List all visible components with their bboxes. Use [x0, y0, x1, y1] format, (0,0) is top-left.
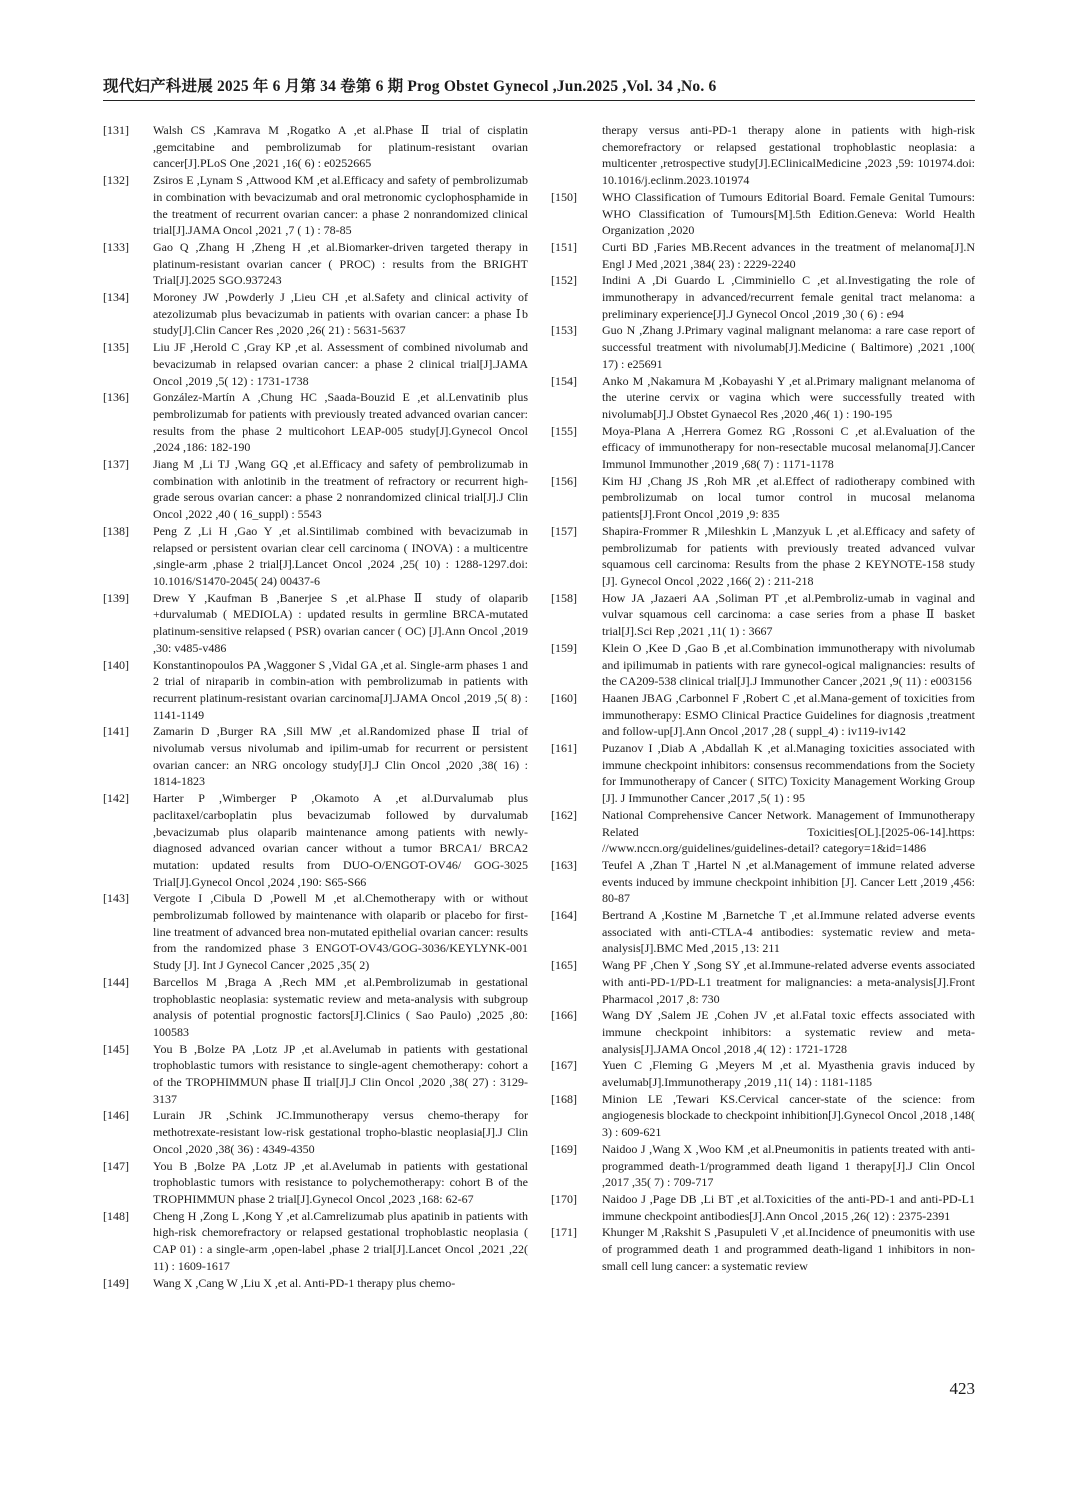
reference-text: Indini A ,Di Guardo L ,Cimminiello C ,et al.Investigating the role of immunotherapy in advanced/recurrent female genital tract melanoma: a preliminary experience[J].J Gynecol Oncol ,2019 ,30 ( 6) : e94	[602, 273, 975, 321]
reference-text: National Comprehensive Cancer Network. Management of Immunotherapy Related Toxicities[OL].[2025-06-14].https: //www.nccn.org/guidelines/guidelines-detail? category=1&id=1486	[602, 807, 975, 856]
reference-text: Cheng H ,Zong L ,Kong Y ,et al.Camrelizumab plus apatinib in patients with high-risk chemorefractory or relapsed gestational trophoblastic neoplasia ( CAP 01) : a single-arm ,open-label ,phase 2 trial[J].Lancet Oncol ,2021 ,22( 11) : 1609-1617	[153, 1208, 528, 1273]
reference-number: [169]	[551, 1141, 577, 1156]
reference-entry	[103, 339, 528, 389]
reference-text: Yuen C ,Fleming G ,Meyers M ,et al. Myasthenia gravis induced by avelumab[J].Immunotherapy ,2019 ,11( 14) : 1181-1185	[602, 1058, 975, 1090]
reference-number: [157]	[551, 523, 577, 538]
reference-entry	[103, 239, 528, 289]
reference-number: [163]	[551, 857, 577, 872]
reference-number: [171]	[551, 1225, 577, 1240]
reference-entry	[103, 723, 528, 790]
reference-number: [152]	[551, 273, 577, 288]
reference-entry	[551, 807, 975, 857]
reference-number: [158]	[551, 590, 577, 605]
reference-entry	[103, 1208, 528, 1275]
reference-text: How JA ,Jazaeri AA ,Soliman PT ,et al.Pembroliz-umab in vaginal and vulvar squamous cell carcinoma: a case series from a phase Ⅱ basket trial[J].Sci Rep ,2021 ,11( 1) : 3667	[602, 590, 975, 639]
reference-text: therapy versus anti-PD-1 therapy alone in patients with high-risk chemorefractory or relapsed gestational trophoblastic neoplasia: a multicenter ,retrospective study[J].EClinicalMedicine ,2023 ,59: 101974.doi: 10.1016/j.eclinm.2023.101974	[602, 123, 975, 188]
reference-text: Anko M ,Nakamura M ,Kobayashi Y ,et al.Primary malignant melanoma of the uterine cervix or vagina which were successfully treated with nivolumab[J].J Obstet Gynaecol Res ,2020 ,46( 1) : 190-195	[602, 373, 975, 421]
reference-entry	[103, 1275, 528, 1292]
reference-number: [131]	[103, 123, 129, 137]
reference-entry	[103, 657, 528, 724]
reference-text: Barcellos M ,Braga A ,Rech MM ,et al.Pembrolizumab in gestational trophoblastic neoplasia: systematic review and meta-analysis with subgroup analysis of potential prognostic factors[J].Clinics ( Sao Paulo) ,2025 ,80: 100583	[153, 974, 528, 1039]
reference-entry	[551, 1057, 975, 1090]
reference-text: Zsiros E ,Lynam S ,Attwood KM ,et al.Efficacy and safety of pembrolizumab in combination with bevacizumab and oral metronomic cyclophosphamide in the treatment of recurrent ovarian cancer: a phase 2 nonrandomized clinical trial[J].JAMA Oncol ,2021 ,7 ( 1) : 78-85	[153, 173, 528, 238]
reference-entry	[551, 189, 975, 239]
reference-entry	[551, 1141, 975, 1191]
reference-text: Moya-Plana A ,Herrera Gomez RG ,Rossoni C ,et al.Evaluation of the efficacy of immunotherapy for non-resectable mucosal melanoma[J].Cancer Immunol Immunother ,2019 ,68( 7) : 1171-1178	[602, 423, 975, 472]
reference-entry	[551, 1224, 975, 1274]
reference-number: [144]	[103, 974, 129, 989]
reference-text: Vergote I ,Cibula D ,Powell M ,et al.Chemotherapy with or without pembrolizumab followed by maintenance with olaparib or placebo for first-line treatment of advanced brea non-mutated epithelial ovarian cancer: results from the randomized phase 3 ENGOT-OV43/GOG-3036/KEYLYNK-001 Study [J]. Int J Gynecol Cancer ,2025 ,35( 2)	[153, 891, 528, 973]
reference-number: [139]	[103, 590, 129, 605]
reference-text: Naidoo J ,Page DB ,Li BT ,et al.Toxicities of the anti-PD-1 and anti-PD-L1 immune checkpoint antibodies[J].Ann Oncol ,2015 ,26( 12) : 2375-2391	[602, 1192, 975, 1223]
reference-number: [154]	[551, 373, 577, 388]
reference-text: You B ,Bolze PA ,Lotz JP ,et al.Avelumab in patients with gestational trophoblastic tumors with resistance to polychemotherapy: cohort B of the TROPHIMMUN phase 2 trial[J].Gynecol Oncol ,2023 ,168: 62-67	[153, 1158, 528, 1206]
reference-text: Moroney JW ,Powderly J ,Lieu CH ,et al.Safety and clinical activity of atezolizumab plus bevacizumab in patients with ovarian cancer: a phase Ⅰb study[J].Clin Cancer Res ,2020 ,26( 21) : 5631-5637	[153, 290, 528, 338]
reference-entry	[551, 373, 975, 423]
reference-entry	[103, 289, 528, 339]
reference-text: Zamarin D ,Burger RA ,Sill MW ,et al.Randomized phase Ⅱ trial of nivolumab versus nivolumab and ipilim-umab for recurrent or persistent ovarian cancer: an NRG oncology study[J].J Clin Oncol ,2020 ,38( 16) : 1814-1823	[153, 724, 528, 789]
reference-entry	[103, 1107, 528, 1157]
reference-text: Wang PF ,Chen Y ,Song SY ,et al.Immune-related adverse events associated with anti-PD-1/PD-L1 treatment for malignancies: a meta-analysis[J].Front Pharmacol ,2017 ,8: 730	[602, 958, 975, 1006]
reference-number: [146]	[103, 1108, 129, 1123]
reference-number: [156]	[551, 473, 577, 488]
reference-entry	[551, 1007, 975, 1057]
reference-entry	[551, 1091, 975, 1141]
reference-number: [165]	[551, 958, 577, 973]
reference-number: [137]	[103, 457, 129, 472]
reference-entry	[551, 857, 975, 907]
reference-entry	[103, 790, 528, 890]
reference-text: Wang X ,Cang W ,Liu X ,et al. Anti-PD-1 therapy plus chemo-	[153, 1275, 456, 1290]
reference-text: Kim HJ ,Chang JS ,Roh MR ,et al.Effect of radiotherapy combined with pembrolizumab on local tumor control in mucosal melanoma patients[J].Front Oncol ,2019 ,9: 835	[602, 473, 975, 522]
reference-text: Teufel A ,Zhan T ,Hartel N ,et al.Management of immune related adverse events induced by immune checkpoint inhibition [J]. Cancer Lett ,2019 ,456: 80-87	[602, 857, 975, 906]
reference-text: Wang DY ,Salem JE ,Cohen JV ,et al.Fatal toxic effects associated with immune checkpoint inhibitors: a systematic review and meta-analysis[J].JAMA Oncol ,2018 ,4( 12) : 1721-1728	[602, 1008, 975, 1056]
reference-entry	[551, 423, 975, 473]
reference-entry	[551, 523, 975, 590]
reference-number: [134]	[103, 290, 129, 305]
reference-text: Minion LE ,Tewari KS.Cervical cancer-state of the science: from angiogenesis blockade to checkpoint inhibition[J].Gynecol Oncol ,2018 ,148( 3) : 609-621	[602, 1091, 975, 1140]
reference-number: [135]	[103, 340, 129, 355]
reference-column-left	[103, 122, 528, 1291]
reference-entry	[103, 172, 528, 239]
reference-number: [164]	[551, 908, 577, 923]
reference-entry	[103, 1158, 528, 1208]
reference-text: Walsh CS ,Kamrava M ,Rogatko A ,et al.Phase Ⅱ trial of cisplatin ,gemcitabine and pembrolizumab for platinum-resistant ovarian cancer[J].PLoS One ,2021 ,16( 6) : e0252665	[153, 123, 528, 171]
reference-column-right	[551, 122, 975, 1275]
reference-entry	[551, 322, 975, 372]
reference-text: Harter P ,Wimberger P ,Okamoto A ,et al.Durvalumab plus paclitaxel/carboplatin plus bevacizumab followed by durvalumab ,bevacizumab plus olaparib maintenance among patients with newly-diagnosed advanced ovarian cancer without a tumor BRCA1/ BRCA2 mutation: updated results from DUO-O/ENGOT-OV46/ GOG-3025 Trial[J].Gynecol Oncol ,2024 ,190: S65-S66	[153, 791, 528, 889]
reference-number: [150]	[551, 189, 577, 204]
reference-text: Konstantinopoulos PA ,Waggoner S ,Vidal GA ,et al. Single-arm phases 1 and 2 trial of niraparib in combin-ation with pembrolizumab in patients with recurrent platinum-resistant ovarian carcinoma[J].JAMA Oncol ,2019 ,5( 8) : 1141-1149	[153, 657, 528, 722]
reference-number: [140]	[103, 657, 129, 672]
reference-number: [141]	[103, 724, 129, 739]
reference-number: [138]	[103, 523, 129, 538]
reference-entry	[551, 272, 975, 322]
reference-number: [148]	[103, 1208, 129, 1223]
reference-entry	[103, 590, 528, 657]
reference-text: Liu JF ,Herold C ,Gray KP ,et al. Assessment of combined nivolumab and bevacizumab in relapsed ovarian cancer: a phase 2 clinical trial[J].JAMA Oncol ,2019 ,5( 12) : 1731-1738	[153, 340, 528, 388]
reference-number: [170]	[551, 1192, 577, 1206]
reference-number: [167]	[551, 1058, 577, 1073]
reference-text: Gao Q ,Zhang H ,Zheng H ,et al.Biomarker-driven targeted therapy in platinum-resistant ovarian cancer ( PROC) : results from the BRIGHT Trial[J].2025 SGO.937243	[153, 239, 528, 288]
reference-number: [133]	[103, 239, 129, 254]
reference-entry	[103, 890, 528, 974]
reference-text: Guo N ,Zhang J.Primary vaginal malignant melanoma: a rare case report of successful treatment with nivolumab[J].Medicine ( Baltimore) ,2021 ,100( 17) : e25691	[602, 323, 975, 371]
reference-number: [166]	[551, 1008, 577, 1023]
reference-text: You B ,Bolze PA ,Lotz JP ,et al.Avelumab in patients with gestational trophoblastic tumors with resistance to single-agent chemotherapy: cohort a of the TROPHIMMUN phase Ⅱ trial[J].J Clin Oncol ,2020 ,38( 27) : 3129-3137	[153, 1041, 528, 1106]
reference-number: [159]	[551, 640, 577, 655]
reference-number: [147]	[103, 1158, 129, 1173]
reference-number: [136]	[103, 390, 129, 405]
reference-text: Curti BD ,Faries MB.Recent advances in the treatment of melanoma[J].N Engl J Med ,2021 ,384( 23) : 2229-2240	[602, 239, 975, 271]
reference-entry	[103, 523, 528, 590]
reference-entry	[551, 907, 975, 957]
reference-text: Shapira-Frommer R ,Mileshkin L ,Manzyuk L ,et al.Efficacy and safety of pembrolizumab for patients with previously treated advanced vulvar squamous cell carcinoma: Results from the phase 2 KEYNOTE-158 study [J]. Gynecol Oncol ,2022 ,166( 2) : 211-218	[602, 523, 975, 588]
reference-text: Klein O ,Kee D ,Gao B ,et al.Combination immunotherapy with nivolumab and ipilimumab in patients with rare gynecol-ogical malignancies: results of the CA209-538 clinical trial[J].J Immunother Cancer ,2021 ,9( 11) : e003156	[602, 640, 975, 689]
reference-entry	[103, 389, 528, 456]
reference-entry	[551, 1191, 975, 1224]
reference-entry	[551, 690, 975, 740]
reference-number: [153]	[551, 323, 577, 338]
reference-number: [132]	[103, 173, 129, 188]
running-header: 现代妇产科进展 2025 年 6 月第 34 卷第 6 期 Prog Obstet Gynecol ,Jun.2025 ,Vol. 34 ,No. 6	[103, 78, 717, 95]
reference-text: Khunger M ,Rakshit S ,Pasupuleti V ,et al.Incidence of pneumonitis with use of programmed death 1 and programmed death-ligand 1 inhibitors in non-small cell lung cancer: a systematic review	[602, 1225, 975, 1273]
reference-number: [168]	[551, 1091, 577, 1106]
reference-text: Drew Y ,Kaufman B ,Banerjee S ,et al.Phase Ⅱ study of olaparib +durvalumab ( MEDIOLA) : updated results in germline BRCA-mutated platinum-sensitive relapsed ( PSR) ovarian cancer ( OC) [J].Ann Oncol ,2019 ,30: v485-v486	[153, 590, 528, 655]
reference-text: Haanen JBAG ,Carbonnel F ,Robert C ,et al.Mana-gement of toxicities from immunotherapy: ESMO Clinical Practice Guidelines for diagnosis ,treatment and follow-up[J].Ann Oncol ,2017 ,28 ( suppl_4) : iv119-iv142	[602, 690, 975, 739]
reference-text: González-Martín A ,Chung HC ,Saada-Bouzid E ,et al.Lenvatinib plus pembrolizumab for patients with previously treated advanced ovarian cancer: results from the phase 2 multicohort LEAP-005 study[J].Gynecol Oncol ,2024 ,186: 182-190	[153, 390, 528, 455]
reference-entry	[551, 590, 975, 640]
reference-text: Bertrand A ,Kostine M ,Barnetche T ,et al.Immune related adverse events associated with anti-CTLA-4 antibodies: systematic review and meta-analysis[J].BMC Med ,2015 ,13: 211	[602, 908, 975, 956]
reference-entry	[103, 456, 528, 523]
reference-number: [143]	[103, 891, 129, 906]
page-number: 423	[949, 1379, 975, 1398]
reference-number: [145]	[103, 1041, 129, 1056]
reference-number: [149]	[103, 1275, 129, 1290]
reference-number: [151]	[551, 239, 577, 254]
reference-text: Puzanov I ,Diab A ,Abdallah K ,et al.Managing toxicities associated with immune checkpoint inhibitors: consensus recommendations from the Society for Immunotherapy of Cancer ( SITC) Toxicity Management Working Group [J]. J Immunother Cancer ,2017 ,5( 1) : 95	[602, 741, 975, 806]
header-rule	[103, 100, 975, 101]
reference-entry	[551, 740, 975, 807]
reference-text: WHO Classification of Tumours Editorial Board. Female Genital Tumours: WHO Classification of Tumours[M].5th Edition.Geneva: World Health Organization ,2020	[602, 189, 975, 238]
reference-entry	[551, 122, 975, 189]
reference-entry	[551, 640, 975, 690]
reference-entry	[551, 239, 975, 272]
reference-text: Lurain JR ,Schink JC.Immunotherapy versus chemo-therapy for methotrexate-resistant low-risk gestational tropho-blastic neoplasia[J].J Clin Oncol ,2020 ,38( 36) : 4349-4350	[153, 1108, 528, 1156]
reference-text: Jiang M ,Li TJ ,Wang GQ ,et al.Efficacy and safety of pembrolizumab in combination with anlotinib in the treatment of refractory or recurrent high-grade serous ovarian cancer: a phase 2 nonrandomized clinical trial[J].J Clin Oncol ,2022 ,40 ( 16_suppl) : 5543	[153, 457, 528, 522]
reference-entry	[103, 1041, 528, 1108]
reference-number: [142]	[103, 791, 129, 806]
reference-number: [161]	[551, 741, 577, 756]
reference-entry	[103, 122, 528, 172]
reference-entry	[103, 974, 528, 1041]
reference-number: [155]	[551, 423, 577, 438]
reference-number: [162]	[551, 807, 577, 822]
reference-text: Peng Z ,Li H ,Gao Y ,et al.Sintilimab combined with bevacizumab in relapsed or persistent ovarian clear cell carcinoma ( INOVA) : a multicentre ,single-arm ,phase 2 trial[J].Lancet Oncol ,2024 ,25( 10) : 1288-1297.doi: 10.1016/S1470-2045( 24) 00437-6	[153, 523, 528, 588]
reference-text: Naidoo J ,Wang X ,Woo KM ,et al.Pneumonitis in patients treated with anti-programmed death-1/programmed death ligand 1 therapy[J].J Clin Oncol ,2017 ,35( 7) : 709-717	[602, 1141, 975, 1190]
reference-entry	[551, 473, 975, 523]
reference-entry	[551, 957, 975, 1007]
reference-number: [160]	[551, 690, 577, 705]
